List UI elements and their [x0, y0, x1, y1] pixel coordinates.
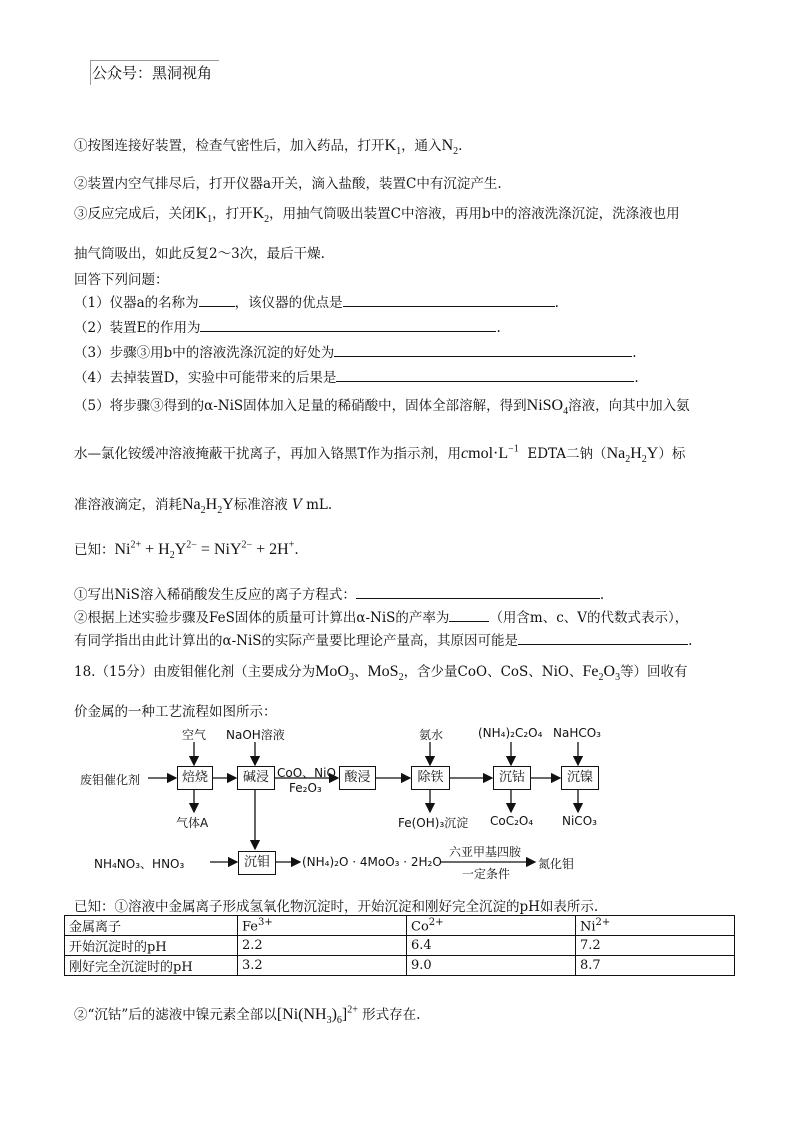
question-3: （3）步骤③用b中的溶液洗涤沉淀的好处为 .	[74, 341, 637, 361]
table-cell: 3.2	[238, 956, 407, 976]
label-bicarbonate: NaHCO₃	[553, 726, 601, 740]
table-header: $Ni^{2+}$	[576, 916, 735, 936]
label-reagents: NH₄NO₃、HNO₃	[94, 857, 185, 871]
step-3-cont: 抽气筒吸出，如此反复2～3次，最后干燥.	[74, 246, 325, 262]
question-18: 18.（15分）由废钼催化剂（主要成分为MoO$_3$、MoS$_2$，含少量CoO、CoS、NiO、$Fe_2O_3$等）回收有	[74, 663, 688, 684]
step-3: ③反应完成后，关闭$K_1$，打开$K_2$，用抽气筒吸出装置C中溶液，再用b中的溶液洗涤沉淀，洗涤液也用	[74, 205, 680, 226]
question-5: （5）将步骤③得到的α-NiS固体加入足量的稀硝酸中，固体全部溶解，得到NiSO$_4$溶液，向其中加入氨	[74, 397, 690, 418]
table-cell: 9.0	[407, 956, 576, 976]
label-air: 空气	[182, 728, 207, 742]
table-cell: 开始沉淀时的pH	[65, 936, 238, 956]
table-cell: 8.7	[576, 956, 735, 976]
formula-k2: $K_2$	[252, 205, 270, 226]
box-roast: 焙烧	[177, 766, 213, 790]
table-cell: 7.2	[576, 936, 735, 956]
table-header: 金属离子	[65, 916, 238, 936]
formula-k1: $K_1$	[195, 205, 213, 226]
table-cell: 6.4	[407, 936, 576, 956]
question-4: （4）去掉装置D，实验中可能带来的后果是 .	[74, 366, 639, 386]
label-feoh3: Fe(OH)₃沉淀	[398, 816, 469, 830]
question-18-cont: 价金属的一种工艺流程如图所示：	[74, 704, 277, 720]
label-nico3: NiCO₃	[562, 814, 597, 828]
box-iron-removal: 除铁	[411, 766, 450, 790]
label-coo-nio: CoO、NiO	[277, 766, 336, 780]
label-coc2o4: CoC₂O₄	[490, 814, 534, 828]
table-row	[65, 956, 735, 976]
formula-fe2o3: $Fe_2O_3$	[582, 663, 621, 684]
question-2: （2）装置E的作用为 .	[74, 316, 501, 336]
known-2: ②“沉钴”后的滤液中镍元素全部以$[Ni(NH_3)_6]^{2+}$ 形式存在.	[74, 1004, 421, 1027]
question-5-cont2: 准溶液滴定，消耗$Na_2H_2Y$标准溶液 V mL.	[74, 496, 333, 517]
sub-question-1: ①写出NiS溶入稀硝酸发生反应的离子方程式： .	[74, 583, 604, 603]
formula-niso4: NiSO$_4$	[526, 397, 569, 418]
step-2: ②装置内空气排尽后，打开仪器a开关，滴入盐酸，装置C中有沉淀产生.	[74, 176, 502, 192]
header-watermark: 公众号：黑洞视角	[92, 64, 213, 82]
box-acid-leach: 酸浸	[339, 766, 376, 790]
sub-question-3: 有同学指出由此计算出的α-NiS的实际产量要比理论产量高，其原因可能是 .	[74, 629, 692, 649]
label-fe2o3: Fe₂O₃	[289, 781, 322, 795]
formula-conc: c	[461, 445, 469, 462]
box-nickel-precip: 沉镍	[561, 766, 599, 790]
label-mo-nitride: 氮化钼	[538, 857, 575, 871]
box-cobalt-precip: 沉钴	[493, 766, 531, 790]
step-1: ①按图连接好装置，检查气密性后，加入药品，打开$K_1$，通入$N_2$.	[74, 137, 463, 158]
label-gas-a: 气体A	[176, 816, 209, 830]
box-mo-precip: 沉钼	[238, 851, 276, 875]
formula-ni-ammine: $[Ni(NH_3)_6]^{2+}$	[276, 1004, 358, 1027]
formula-na2h2y: $Na_2H_2Y$	[182, 496, 234, 517]
formula-na2h2y: $Na_2H_2Y$	[606, 445, 659, 466]
formula-unit: $mol\cdot L^{-1}$	[468, 443, 519, 462]
formula-k1: $K_1$	[384, 137, 402, 158]
label-oxalate: (NH₄)₂C₂O₄	[478, 726, 543, 740]
equation: $Ni^{2+} + H_2Y^{2-} = NiY^{2-} + 2H^+$	[114, 539, 295, 562]
questions-intro: 回答下列问题：	[74, 272, 169, 288]
label-ammonia: 氨水	[419, 728, 444, 742]
formula-mos2: MoS$_2$	[367, 663, 404, 684]
label-feed: 废钼催化剂	[80, 773, 141, 787]
formula-n2: $N_2$	[441, 137, 459, 158]
sub-question-2: ②根据上述实验步骤及FeS固体的质量可计算出α-NiS的产率为 （用含m、c、V的代数式表示），	[74, 606, 688, 626]
label-ammonium-molybdate: (NH₄)₂O · 4MoO₃ · 2H₂O	[302, 855, 442, 869]
table-cell: 2.2	[238, 936, 407, 956]
label-naoh: NaOH溶液	[226, 728, 285, 742]
table-header: $Fe^{3+}$	[238, 916, 407, 936]
table-header-row	[65, 916, 735, 936]
question-1: （1）仪器a的名称为 ，该仪器的优点是 .	[74, 291, 559, 311]
question-5-cont: 水—氯化铵缓冲溶液掩蔽干扰离子，再加入铬黑T作为指示剂，用$cmol\cdot L^{-1}$ EDTA二钠$(Na_2H_2Y)$标	[74, 443, 686, 466]
label-condition-2: 一定条件	[462, 867, 511, 881]
table-cell: 刚好完全沉淀时的pH	[65, 956, 238, 976]
known-equation: 已知：$Ni^{2+} + H_2Y^{2-} = NiY^{2-} + 2H^+$.	[74, 539, 299, 562]
table-row	[65, 936, 735, 956]
box-alkali-leach: 碱浸	[237, 766, 275, 790]
table-intro: 已知：①溶液中金属离子形成氢氧化物沉淀时，开始沉淀和刚好完全沉淀的pH如表所示.	[74, 899, 599, 915]
table-header: $Co^{2+}$	[407, 916, 576, 936]
formula-moo3: MoO$_3$	[315, 663, 354, 684]
ph-table	[64, 915, 735, 976]
label-condition-1: 六亚甲基四胺	[449, 845, 522, 859]
